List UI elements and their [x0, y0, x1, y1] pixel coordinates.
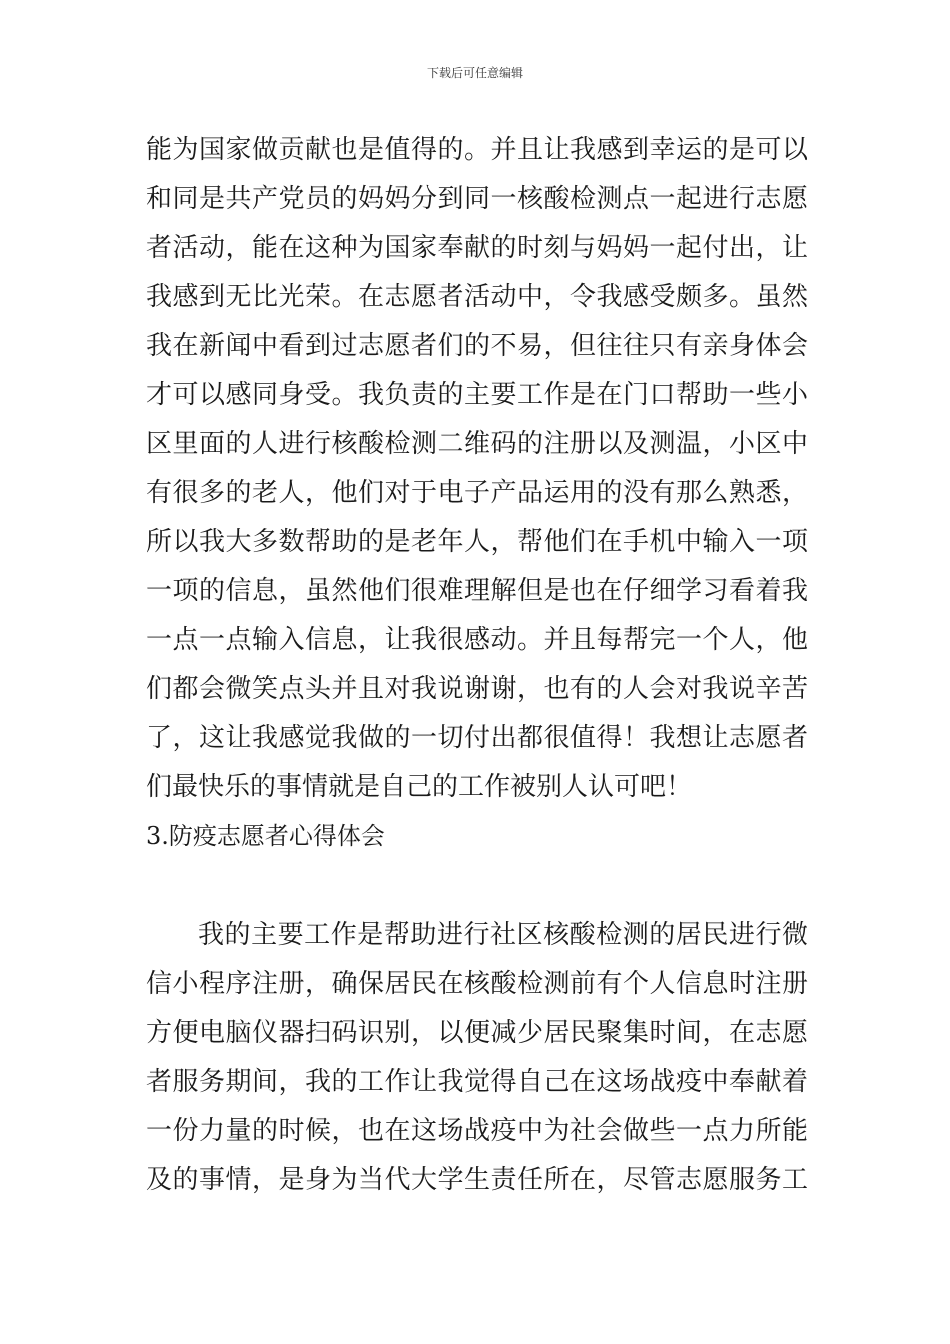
paragraph-line: 能为国家做贡献也是值得的。并且让我感到幸运的是可以: [146, 135, 808, 165]
paragraph-line: 有很多的老人，他们对于电子产品运用的没有那么熟悉，: [146, 478, 808, 508]
paragraph-line: 我在新闻中看到过志愿者们的不易，但往往只有亲身体会: [146, 331, 808, 361]
paragraph-2: [146, 911, 808, 1205]
paragraph-line: 和同是共产党员的妈妈分到同一核酸检测点一起进行志愿: [146, 184, 808, 214]
paragraph-line: 一份力量的时候，也在这场战疫中为社会做些一点力所能: [146, 1116, 808, 1146]
paragraph-line: 了，这让我感觉我做的一切付出都很值得！我想让志愿者: [146, 723, 808, 753]
paragraph-line: 区里面的人进行核酸检测二维码的注册以及测温，小区中: [146, 429, 808, 459]
paragraph-line: 者服务期间，我的工作让我觉得自己在这场战疫中奉献着: [146, 1067, 808, 1097]
document-body: [146, 126, 808, 1205]
section-title: 3.防疫志愿者心得体会: [146, 822, 385, 850]
paragraph-line: 一点一点输入信息，让我很感动。并且每帮完一个人，他: [146, 625, 808, 655]
paragraph-line: 及的事情，是身为当代大学生责任所在，尽管志愿服务工: [146, 1165, 808, 1195]
paragraph-line: 者活动，能在这种为国家奉献的时刻与妈妈一起付出，让: [146, 233, 808, 263]
paragraph-line: 一项的信息，虽然他们很难理解但是也在仔细学习看着我: [146, 576, 808, 606]
paragraph-line: 我感到无比光荣。在志愿者活动中，令我感受颇多。虽然: [146, 282, 808, 312]
page-header-note: 下载后可任意编辑: [426, 66, 523, 80]
paragraph-line: 方便电脑仪器扫码识别，以便减少居民聚集时间，在志愿: [146, 1018, 808, 1048]
paragraph-line: 们都会微笑点头并且对我说谢谢，也有的人会对我说辛苦: [146, 674, 808, 704]
paragraph-line: 们最快乐的事情就是自己的工作被别人认可吧！: [146, 772, 693, 802]
paragraph-line: 所以我大多数帮助的是老年人，帮他们在手机中输入一项: [146, 527, 808, 557]
paragraph-line: 我的主要工作是帮助进行社区核酸检测的居民进行微: [198, 920, 808, 950]
paragraph-line: 才可以感同身受。我负责的主要工作是在门口帮助一些小: [146, 380, 808, 410]
paragraph-line: 信小程序注册，确保居民在核酸检测前有个人信息时注册: [146, 969, 808, 999]
blank-line: [146, 861, 808, 911]
paragraph-1: [146, 126, 808, 812]
